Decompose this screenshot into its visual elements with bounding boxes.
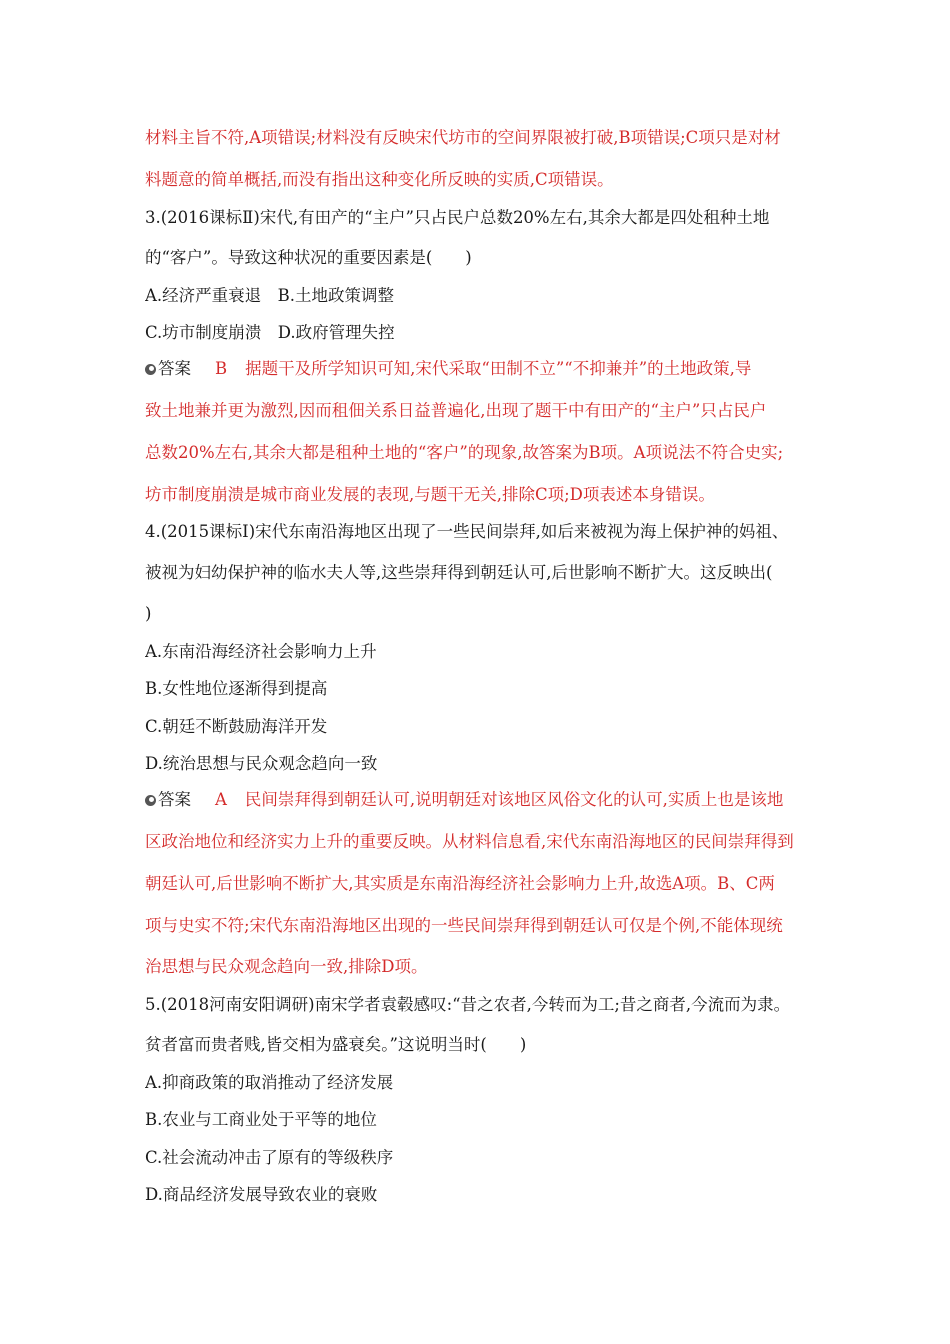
answer-letter: A [215, 790, 227, 809]
answer-label: 答案 [158, 359, 191, 378]
answer-text: 民间崇拜得到朝廷认可,说明朝廷对该地区风俗文化的认可,实质上也是该地 [244, 790, 784, 809]
question-option: B.女性地位逐渐得到提高 [145, 679, 328, 698]
answer-first-line [145, 789, 815, 811]
question-option: D.商品经济发展导致农业的衰败 [145, 1185, 378, 1204]
answer-line: 朝廷认可,后世影响不断扩大,其实质是东南沿海经济社会影响力上升,故选A项。B、C两 [145, 874, 775, 893]
explanation-line: 材料主旨不符,A项错误;材料没有反映宋代坊市的空间界限被打破,B项错误;C项只是对材 [145, 128, 781, 147]
answer-line: 总数20%左右,其余大都是租种土地的“客户”的现象,故答案为B项。A项说法不符合史实; [145, 443, 784, 462]
question-option: B.农业与工商业处于平等的地位 [145, 1110, 377, 1129]
answer-icon [145, 364, 156, 375]
answer-line: 项与史实不符;宋代东南沿海地区出现的一些民间崇拜得到朝廷认可仅是个例,不能体现统 [145, 916, 783, 935]
answer-line: 致土地兼并更为激烈,因而租佃关系日益普遍化,出现了题干中有田产的“主户”只占民户 [145, 401, 767, 420]
question-stem: 贫者富而贵者贱,皆交相为盛衰矣。”这说明当时( ) [145, 1035, 527, 1054]
question-option: C.朝廷不断鼓励海洋开发 [145, 717, 328, 736]
question-stem: 的“客户”。导致这种状况的重要因素是( ) [145, 248, 472, 267]
question-stem: 3.(2016课标Ⅱ)宋代,有田产的“主户”只占民户总数20%左右,其余大都是四处租种土地 [145, 208, 770, 227]
question-stem: 4.(2015课标Ⅰ)宋代东南沿海地区出现了一些民间崇拜,如后来被视为海上保护神的妈祖、 [145, 522, 789, 541]
question-option: D.统治思想与民众观念趋向一致 [145, 754, 378, 773]
answer-label: 答案 [158, 790, 191, 809]
answer-line: 坊市制度崩溃是城市商业发展的表现,与题干无关,排除C项;D项表述本身错误。 [145, 485, 715, 504]
question-stem: ) [145, 604, 152, 623]
answer-first-line [145, 358, 815, 380]
answer-letter: B [215, 359, 228, 378]
question-option: C.坊市制度崩溃 D.政府管理失控 [145, 323, 395, 342]
question-option: A.抑商政策的取消推动了经济发展 [145, 1073, 394, 1092]
answer-text: 据题干及所学知识可知,宋代采取“田制不立”“不抑兼并”的土地政策,导 [245, 359, 752, 378]
answer-line: 区政治地位和经济实力上升的重要反映。从材料信息看,宋代东南沿海地区的民间崇拜得到 [145, 832, 794, 851]
explanation-line: 料题意的简单概括,而没有指出这种变化所反映的实质,C项错误。 [145, 170, 614, 189]
question-stem: 5.(2018河南安阳调研)南宋学者袁毂感叹:“昔之农者,今转而为工;昔之商者,今流而为隶。 [145, 995, 791, 1014]
question-option: A.经济严重衰退 B.土地政策调整 [145, 286, 395, 305]
question-option: C.社会流动冲击了原有的等级秩序 [145, 1148, 394, 1167]
question-option: A.东南沿海经济社会影响力上升 [145, 642, 377, 661]
question-stem: 被视为妇幼保护神的临水夫人等,这些崇拜得到朝廷认可,后世影响不断扩大。这反映出( [145, 563, 773, 582]
answer-line: 治思想与民众观念趋向一致,排除D项。 [145, 957, 428, 976]
answer-icon [145, 795, 156, 806]
